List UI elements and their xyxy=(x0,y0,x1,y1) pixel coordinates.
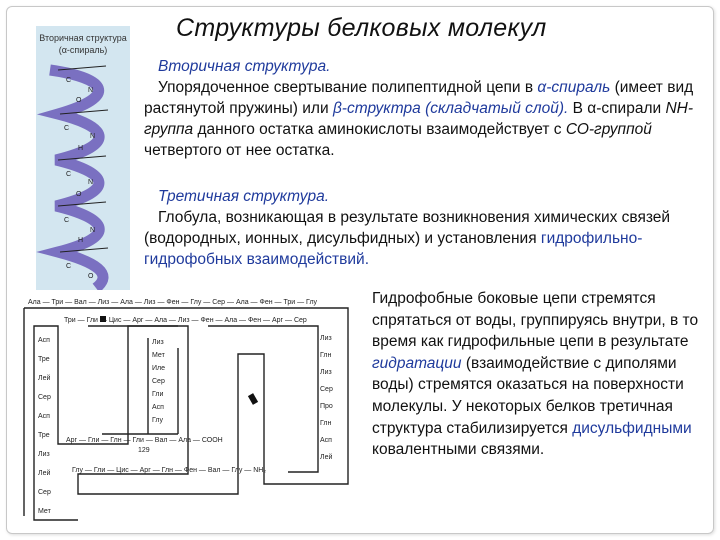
amino-acid-right-3: Сер xyxy=(320,386,333,393)
hydrophobic-p1: Гидрофобные боковые цепи стремятся спрятаться от воды, группируясь внутри, в то время как гидрофильные цепи в результате xyxy=(372,290,699,351)
beta-structure-link[interactable]: β-структра (складчатый слой). xyxy=(332,100,569,117)
hydrophobic-text xyxy=(372,288,706,461)
amino-acid-left-1: Тре xyxy=(38,356,50,363)
amino-acid-mid-4: Гли xyxy=(152,391,164,398)
amino-acid-left-6: Лиз xyxy=(38,451,50,458)
figure-caption-line2: (α-спираль) xyxy=(58,45,108,55)
amino-acid-left-4: Асп xyxy=(38,413,50,420)
svg-text:H: H xyxy=(78,237,84,244)
tertiary-p1: Глобула, возникающая в результате возникновения химических связей (водородных, ионных, дисульфидных) и установления xyxy=(144,209,671,247)
amino-acid-mid-2: Иле xyxy=(152,365,166,372)
hydrophobic-p3: ковалентными связями. xyxy=(372,441,545,459)
amino-acid-right-7: Лей xyxy=(320,454,333,461)
hydrophobic-p2: (взаимодействие с диполями воды) стремятся оказаться на поверхности молекулы. У некоторых белков третичная структура стабилизируется xyxy=(372,354,684,437)
chain-lower-row: Глу — Гли — Цис — Арг — Глн — Фен — Вал — Глу — NH₂ xyxy=(72,467,267,474)
svg-text:C: C xyxy=(64,217,70,224)
amino-acid-right-0: Лиз xyxy=(320,335,332,342)
secondary-body xyxy=(144,77,704,161)
tertiary-structure-text xyxy=(144,186,704,270)
svg-text:N: N xyxy=(88,87,94,94)
nh-group-term: NH-группа xyxy=(144,100,694,138)
amino-acid-left-2: Лей xyxy=(38,375,51,382)
co-group-term: СО-группой xyxy=(565,121,652,138)
secondary-heading: Вторичная структура. xyxy=(158,58,331,75)
chain-top-row: Ала — Три — Вал — Лиз — Ала — Лиз — Фен — Глу — Сер — Ала — Фен — Три — Глу xyxy=(28,299,318,306)
amino-acid-right-2: Лиз xyxy=(320,369,332,376)
secondary-p5: четвертого от нее остатка. xyxy=(144,142,335,159)
amino-acid-mid-5: Асп xyxy=(152,404,164,411)
svg-text:N: N xyxy=(90,227,96,234)
svg-text:N: N xyxy=(88,179,94,186)
svg-text:O: O xyxy=(76,191,82,198)
disulfide-link[interactable]: дисульфидными xyxy=(572,419,692,437)
svg-text:C: C xyxy=(66,263,72,270)
secondary-p4: данного остатка аминокислоты взаимодействует с xyxy=(193,121,566,138)
secondary-structure-text xyxy=(144,56,704,161)
amino-acid-mid-6: Глу xyxy=(152,417,163,424)
chain-bottom-row: Арг — Гли — Глн — Гли — Вал — Ала — СООН xyxy=(66,437,223,444)
secondary-p2: (имеет вид растянутой пружины) или xyxy=(144,79,694,117)
slide-title: Структуры белковых молекул xyxy=(176,14,547,42)
svg-text:C: C xyxy=(66,77,72,84)
helix-ribbon-icon xyxy=(36,26,130,290)
svg-text:N: N xyxy=(90,133,96,140)
secondary-p1: Упорядоченное свертывание полипептидной цепи в xyxy=(158,79,538,96)
chain-number: 129 xyxy=(138,447,150,454)
figure-caption-line1: Вторичная структура xyxy=(39,33,127,43)
svg-text:O: O xyxy=(76,97,82,104)
amino-acid-left-0: Асп xyxy=(38,337,50,344)
svg-text:C: C xyxy=(64,125,70,132)
alpha-helix-figure xyxy=(36,26,130,290)
hydrophilic-hydrophobic-link[interactable]: гидрофильно- гидрофобных взаимодействий. xyxy=(144,230,643,268)
amino-acid-left-5: Тре xyxy=(38,432,50,439)
amino-acid-left-3: Сер xyxy=(38,394,51,401)
alpha-helix-link[interactable]: α-спираль xyxy=(537,79,611,96)
polypeptide-chain-diagram xyxy=(18,294,358,526)
secondary-p3: В α-спирали xyxy=(568,100,666,117)
amino-acid-mid-3: Сер xyxy=(152,378,165,385)
tertiary-body xyxy=(144,207,704,270)
svg-text:H: H xyxy=(78,145,84,152)
amino-acid-right-6: Асп xyxy=(320,437,332,444)
amino-acid-right-1: Глн xyxy=(320,352,332,359)
amino-acid-left-9: Мет xyxy=(38,508,51,515)
amino-acid-right-5: Глн xyxy=(320,420,332,427)
svg-text:C: C xyxy=(66,171,72,178)
amino-acid-mid-0: Лиз xyxy=(152,339,164,346)
amino-acid-left-8: Сер xyxy=(38,489,51,496)
amino-acid-mid-1: Мет xyxy=(152,352,165,359)
amino-acid-left-7: Лей xyxy=(38,470,51,477)
svg-text:O: O xyxy=(88,273,94,280)
amino-acid-right-4: Про xyxy=(320,403,333,410)
tertiary-heading: Третичная структура. xyxy=(158,188,330,205)
chain-row2: Три — Гли — Цис — Арг — Ала — Лиз — Фен — Ала — Фен — Арг — Сер xyxy=(64,317,307,324)
disulfide-bond-marker-2 xyxy=(248,393,258,405)
hydration-link[interactable]: гидратации xyxy=(372,354,462,372)
